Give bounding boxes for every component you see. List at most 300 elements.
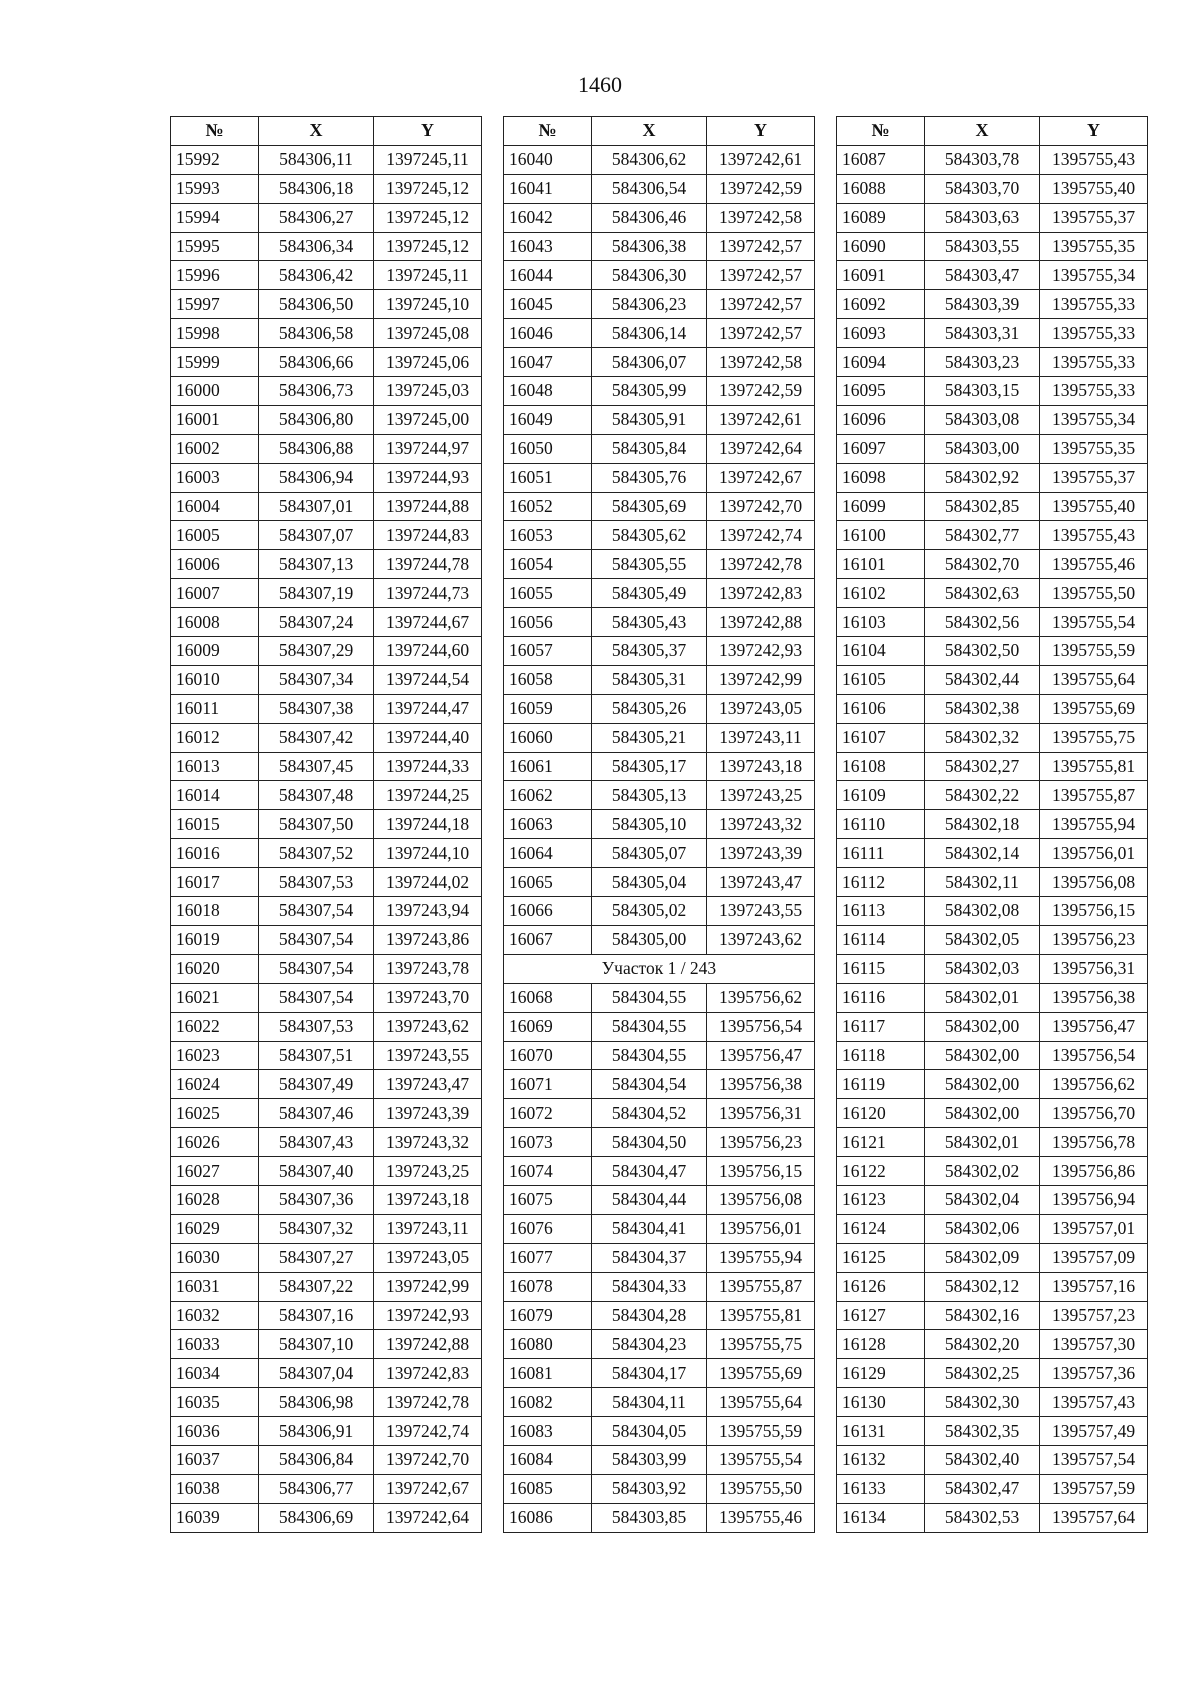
point-number-cell: 15999 [171, 348, 259, 377]
point-number-cell: 16019 [171, 925, 259, 954]
table-row [837, 1214, 1148, 1243]
point-number-cell: 16012 [171, 723, 259, 752]
point-number-cell: 16084 [504, 1445, 592, 1474]
point-number-cell: 16005 [171, 521, 259, 550]
y-coordinate-cell: 1395756,38 [1040, 983, 1148, 1012]
table-row [171, 954, 482, 983]
x-coordinate-cell: 584302,44 [925, 665, 1040, 694]
x-coordinate-cell: 584306,73 [259, 377, 374, 406]
x-coordinate-cell: 584307,50 [259, 810, 374, 839]
y-coordinate-cell: 1395756,54 [1040, 1041, 1148, 1070]
x-coordinate-cell: 584306,07 [592, 348, 707, 377]
x-coordinate-cell: 584303,55 [925, 232, 1040, 261]
table-row [504, 694, 815, 723]
y-coordinate-cell: 1397244,40 [374, 723, 482, 752]
point-number-cell: 16002 [171, 434, 259, 463]
table-row [504, 1243, 815, 1272]
y-coordinate-cell: 1397242,64 [374, 1503, 482, 1532]
point-number-cell: 16043 [504, 232, 592, 261]
y-coordinate-cell: 1397243,62 [707, 925, 815, 954]
y-coordinate-cell: 1395756,94 [1040, 1185, 1148, 1214]
table-row [837, 608, 1148, 637]
point-number-cell: 16113 [837, 897, 925, 926]
y-coordinate-cell: 1395757,01 [1040, 1214, 1148, 1243]
column-header-y: Y [1040, 117, 1148, 146]
table-row [171, 521, 482, 550]
y-coordinate-cell: 1395755,81 [707, 1301, 815, 1330]
point-number-cell: 16007 [171, 579, 259, 608]
x-coordinate-cell: 584306,42 [259, 261, 374, 290]
table-row [504, 1214, 815, 1243]
y-coordinate-cell: 1397243,86 [374, 925, 482, 954]
y-coordinate-cell: 1397243,11 [374, 1214, 482, 1243]
y-coordinate-cell: 1395755,33 [1040, 290, 1148, 319]
point-number-cell: 16128 [837, 1330, 925, 1359]
x-coordinate-cell: 584304,50 [592, 1128, 707, 1157]
x-coordinate-cell: 584306,50 [259, 290, 374, 319]
table-row [171, 203, 482, 232]
x-coordinate-cell: 584306,66 [259, 348, 374, 377]
y-coordinate-cell: 1395756,01 [1040, 839, 1148, 868]
point-number-cell: 16051 [504, 463, 592, 492]
table-row [171, 1503, 482, 1532]
y-coordinate-cell: 1397244,73 [374, 579, 482, 608]
y-coordinate-cell: 1397243,32 [374, 1128, 482, 1157]
table-row [837, 348, 1148, 377]
x-coordinate-cell: 584305,76 [592, 463, 707, 492]
point-number-cell: 16006 [171, 550, 259, 579]
table-row [171, 1157, 482, 1186]
table-row [171, 319, 482, 348]
table-row [837, 1330, 1148, 1359]
y-coordinate-cell: 1395755,43 [1040, 521, 1148, 550]
coordinates-table-middle [503, 116, 815, 1533]
point-number-cell: 16021 [171, 983, 259, 1012]
x-coordinate-cell: 584305,62 [592, 521, 707, 550]
table-row [171, 608, 482, 637]
x-coordinate-cell: 584306,34 [259, 232, 374, 261]
point-number-cell: 16111 [837, 839, 925, 868]
table-row [504, 1070, 815, 1099]
y-coordinate-cell: 1395755,54 [707, 1445, 815, 1474]
y-coordinate-cell: 1397242,67 [707, 463, 815, 492]
point-number-cell: 16065 [504, 868, 592, 897]
table-row [504, 897, 815, 926]
table-row [504, 839, 815, 868]
point-number-cell: 16053 [504, 521, 592, 550]
point-number-cell: 16023 [171, 1041, 259, 1070]
point-number-cell: 16070 [504, 1041, 592, 1070]
table-row [837, 232, 1148, 261]
x-coordinate-cell: 584302,85 [925, 492, 1040, 521]
point-number-cell: 16109 [837, 781, 925, 810]
point-number-cell: 16015 [171, 810, 259, 839]
table-row [504, 752, 815, 781]
x-coordinate-cell: 584304,17 [592, 1359, 707, 1388]
table-row [171, 983, 482, 1012]
table-row [171, 1474, 482, 1503]
column-header-x: X [925, 117, 1040, 146]
point-number-cell: 16076 [504, 1214, 592, 1243]
y-coordinate-cell: 1395755,46 [707, 1503, 815, 1532]
point-number-cell: 16101 [837, 550, 925, 579]
table-row [171, 1330, 482, 1359]
x-coordinate-cell: 584304,44 [592, 1185, 707, 1214]
y-coordinate-cell: 1395755,81 [1040, 752, 1148, 781]
table-row [837, 781, 1148, 810]
table-row [837, 521, 1148, 550]
point-number-cell: 16123 [837, 1185, 925, 1214]
x-coordinate-cell: 584304,54 [592, 1070, 707, 1099]
point-number-cell: 16059 [504, 694, 592, 723]
y-coordinate-cell: 1397242,78 [374, 1388, 482, 1417]
x-coordinate-cell: 584306,88 [259, 434, 374, 463]
table-row [504, 637, 815, 666]
y-coordinate-cell: 1395756,47 [707, 1041, 815, 1070]
table-row [504, 405, 815, 434]
point-number-cell: 16089 [837, 203, 925, 232]
point-number-cell: 16114 [837, 925, 925, 954]
point-number-cell: 16011 [171, 694, 259, 723]
x-coordinate-cell: 584302,06 [925, 1214, 1040, 1243]
table-row [504, 1272, 815, 1301]
x-coordinate-cell: 584307,51 [259, 1041, 374, 1070]
x-coordinate-cell: 584302,00 [925, 1099, 1040, 1128]
point-number-cell: 16066 [504, 897, 592, 926]
table-row [171, 261, 482, 290]
table-row [171, 1359, 482, 1388]
x-coordinate-cell: 584305,31 [592, 665, 707, 694]
y-coordinate-cell: 1397244,47 [374, 694, 482, 723]
table-row [837, 925, 1148, 954]
y-coordinate-cell: 1395757,54 [1040, 1445, 1148, 1474]
point-number-cell: 15995 [171, 232, 259, 261]
x-coordinate-cell: 584304,55 [592, 1012, 707, 1041]
y-coordinate-cell: 1397244,88 [374, 492, 482, 521]
x-coordinate-cell: 584307,36 [259, 1185, 374, 1214]
point-number-cell: 16116 [837, 983, 925, 1012]
x-coordinate-cell: 584302,77 [925, 521, 1040, 550]
y-coordinate-cell: 1397243,18 [374, 1185, 482, 1214]
x-coordinate-cell: 584302,92 [925, 463, 1040, 492]
point-number-cell: 16104 [837, 637, 925, 666]
coordinates-table-right [836, 116, 1148, 1533]
y-coordinate-cell: 1397245,10 [374, 290, 482, 319]
x-coordinate-cell: 584307,46 [259, 1099, 374, 1128]
x-coordinate-cell: 584302,25 [925, 1359, 1040, 1388]
x-coordinate-cell: 584302,14 [925, 839, 1040, 868]
y-coordinate-cell: 1395757,49 [1040, 1417, 1148, 1446]
table-row [504, 1301, 815, 1330]
table-row [837, 203, 1148, 232]
table-row [837, 897, 1148, 926]
y-coordinate-cell: 1395756,62 [1040, 1070, 1148, 1099]
x-coordinate-cell: 584305,49 [592, 579, 707, 608]
table-row [504, 1330, 815, 1359]
table-row [171, 405, 482, 434]
table-row [837, 810, 1148, 839]
x-coordinate-cell: 584306,98 [259, 1388, 374, 1417]
point-number-cell: 16122 [837, 1157, 925, 1186]
x-coordinate-cell: 584307,19 [259, 579, 374, 608]
table-header-row [837, 117, 1148, 146]
y-coordinate-cell: 1397242,64 [707, 434, 815, 463]
y-coordinate-cell: 1397243,47 [707, 868, 815, 897]
point-number-cell: 16117 [837, 1012, 925, 1041]
y-coordinate-cell: 1397242,74 [707, 521, 815, 550]
point-number-cell: 16124 [837, 1214, 925, 1243]
y-coordinate-cell: 1397244,97 [374, 434, 482, 463]
table-row [504, 1185, 815, 1214]
x-coordinate-cell: 584304,55 [592, 1041, 707, 1070]
y-coordinate-cell: 1395756,54 [707, 1012, 815, 1041]
x-coordinate-cell: 584306,77 [259, 1474, 374, 1503]
y-coordinate-cell: 1395755,40 [1040, 174, 1148, 203]
y-coordinate-cell: 1397242,99 [374, 1272, 482, 1301]
table-row [171, 723, 482, 752]
point-number-cell: 16120 [837, 1099, 925, 1128]
table-row [171, 1301, 482, 1330]
y-coordinate-cell: 1397242,57 [707, 261, 815, 290]
x-coordinate-cell: 584305,55 [592, 550, 707, 579]
x-coordinate-cell: 584302,53 [925, 1503, 1040, 1532]
point-number-cell: 16022 [171, 1012, 259, 1041]
x-coordinate-cell: 584307,32 [259, 1214, 374, 1243]
table-row [171, 1070, 482, 1099]
table-row [504, 463, 815, 492]
table-row [171, 781, 482, 810]
y-coordinate-cell: 1397242,57 [707, 290, 815, 319]
x-coordinate-cell: 584306,91 [259, 1417, 374, 1446]
table-row [504, 1445, 815, 1474]
y-coordinate-cell: 1395756,78 [1040, 1128, 1148, 1157]
y-coordinate-cell: 1395755,64 [707, 1388, 815, 1417]
y-coordinate-cell: 1397245,12 [374, 232, 482, 261]
coordinates-table-left [170, 116, 482, 1533]
table-row [504, 550, 815, 579]
table-row [504, 290, 815, 319]
table-row [837, 319, 1148, 348]
y-coordinate-cell: 1397244,10 [374, 839, 482, 868]
table-row [171, 694, 482, 723]
point-number-cell: 16014 [171, 781, 259, 810]
y-coordinate-cell: 1397242,61 [707, 405, 815, 434]
x-coordinate-cell: 584305,43 [592, 608, 707, 637]
y-coordinate-cell: 1395755,34 [1040, 405, 1148, 434]
x-coordinate-cell: 584305,26 [592, 694, 707, 723]
y-coordinate-cell: 1397242,61 [707, 145, 815, 174]
x-coordinate-cell: 584306,80 [259, 405, 374, 434]
table-row [837, 694, 1148, 723]
x-coordinate-cell: 584304,11 [592, 1388, 707, 1417]
y-coordinate-cell: 1395756,23 [1040, 925, 1148, 954]
table-row [837, 579, 1148, 608]
y-coordinate-cell: 1397245,12 [374, 174, 482, 203]
point-number-cell: 16000 [171, 377, 259, 406]
y-coordinate-cell: 1397242,59 [707, 174, 815, 203]
point-number-cell: 16036 [171, 1417, 259, 1446]
y-coordinate-cell: 1395756,31 [707, 1099, 815, 1128]
table-row [504, 868, 815, 897]
point-number-cell: 16125 [837, 1243, 925, 1272]
y-coordinate-cell: 1395756,86 [1040, 1157, 1148, 1186]
table-row [837, 1157, 1148, 1186]
table-row [837, 1185, 1148, 1214]
y-coordinate-cell: 1395757,36 [1040, 1359, 1148, 1388]
x-coordinate-cell: 584303,31 [925, 319, 1040, 348]
y-coordinate-cell: 1395755,33 [1040, 348, 1148, 377]
point-number-cell: 16064 [504, 839, 592, 868]
x-coordinate-cell: 584307,22 [259, 1272, 374, 1301]
y-coordinate-cell: 1397245,06 [374, 348, 482, 377]
point-number-cell: 16085 [504, 1474, 592, 1503]
table-row [837, 954, 1148, 983]
table-row [504, 1012, 815, 1041]
point-number-cell: 16030 [171, 1243, 259, 1272]
x-coordinate-cell: 584303,92 [592, 1474, 707, 1503]
point-number-cell: 16129 [837, 1359, 925, 1388]
y-coordinate-cell: 1397244,67 [374, 608, 482, 637]
y-coordinate-cell: 1395755,35 [1040, 434, 1148, 463]
point-number-cell: 16010 [171, 665, 259, 694]
y-coordinate-cell: 1397242,57 [707, 232, 815, 261]
x-coordinate-cell: 584302,04 [925, 1185, 1040, 1214]
point-number-cell: 16108 [837, 752, 925, 781]
table-row [504, 174, 815, 203]
y-coordinate-cell: 1395757,16 [1040, 1272, 1148, 1301]
table-row [837, 1445, 1148, 1474]
point-number-cell: 16020 [171, 954, 259, 983]
table-row [171, 174, 482, 203]
point-number-cell: 16100 [837, 521, 925, 550]
point-number-cell: 16134 [837, 1503, 925, 1532]
y-coordinate-cell: 1397243,39 [374, 1099, 482, 1128]
table-row [171, 348, 482, 377]
y-coordinate-cell: 1395755,64 [1040, 665, 1148, 694]
point-number-cell: 16001 [171, 405, 259, 434]
point-number-cell: 16069 [504, 1012, 592, 1041]
point-number-cell: 16004 [171, 492, 259, 521]
column-header-x: X [259, 117, 374, 146]
x-coordinate-cell: 584303,85 [592, 1503, 707, 1532]
point-number-cell: 16044 [504, 261, 592, 290]
y-coordinate-cell: 1395756,23 [707, 1128, 815, 1157]
table-row [504, 1128, 815, 1157]
table-row [837, 1070, 1148, 1099]
table-row [504, 1099, 815, 1128]
x-coordinate-cell: 584306,58 [259, 319, 374, 348]
point-number-cell: 16026 [171, 1128, 259, 1157]
table-row [504, 665, 815, 694]
y-coordinate-cell: 1395757,59 [1040, 1474, 1148, 1503]
y-coordinate-cell: 1395755,40 [1040, 492, 1148, 521]
table-row [837, 434, 1148, 463]
y-coordinate-cell: 1395755,59 [1040, 637, 1148, 666]
y-coordinate-cell: 1397243,32 [707, 810, 815, 839]
y-coordinate-cell: 1395755,54 [1040, 608, 1148, 637]
y-coordinate-cell: 1395755,50 [707, 1474, 815, 1503]
table-row [171, 579, 482, 608]
x-coordinate-cell: 584302,40 [925, 1445, 1040, 1474]
y-coordinate-cell: 1397243,70 [374, 983, 482, 1012]
point-number-cell: 15996 [171, 261, 259, 290]
x-coordinate-cell: 584307,54 [259, 897, 374, 926]
table-row [504, 348, 815, 377]
point-number-cell: 16028 [171, 1185, 259, 1214]
table-row [837, 1012, 1148, 1041]
table-row [504, 925, 815, 954]
x-coordinate-cell: 584307,07 [259, 521, 374, 550]
y-coordinate-cell: 1395756,62 [707, 983, 815, 1012]
x-coordinate-cell: 584307,16 [259, 1301, 374, 1330]
y-coordinate-cell: 1397243,11 [707, 723, 815, 752]
table-row [504, 145, 815, 174]
table-row [504, 492, 815, 521]
table-row [837, 1388, 1148, 1417]
table-row [837, 1301, 1148, 1330]
point-number-cell: 16086 [504, 1503, 592, 1532]
y-coordinate-cell: 1397244,93 [374, 463, 482, 492]
point-number-cell: 16115 [837, 954, 925, 983]
point-number-cell: 16061 [504, 752, 592, 781]
table-row [837, 665, 1148, 694]
table-row [837, 405, 1148, 434]
y-coordinate-cell: 1397242,83 [707, 579, 815, 608]
x-coordinate-cell: 584307,34 [259, 665, 374, 694]
point-number-cell: 16133 [837, 1474, 925, 1503]
point-number-cell: 16102 [837, 579, 925, 608]
table-row [171, 752, 482, 781]
table-row [837, 637, 1148, 666]
y-coordinate-cell: 1397243,55 [707, 897, 815, 926]
y-coordinate-cell: 1397243,05 [707, 694, 815, 723]
x-coordinate-cell: 584302,56 [925, 608, 1040, 637]
point-number-cell: 16071 [504, 1070, 592, 1099]
point-number-cell: 16072 [504, 1099, 592, 1128]
y-coordinate-cell: 1395755,59 [707, 1417, 815, 1446]
y-coordinate-cell: 1395755,43 [1040, 145, 1148, 174]
point-number-cell: 16130 [837, 1388, 925, 1417]
point-number-cell: 16090 [837, 232, 925, 261]
y-coordinate-cell: 1395755,50 [1040, 579, 1148, 608]
table-row [171, 463, 482, 492]
x-coordinate-cell: 584307,54 [259, 925, 374, 954]
y-coordinate-cell: 1397245,03 [374, 377, 482, 406]
y-coordinate-cell: 1395756,38 [707, 1070, 815, 1099]
x-coordinate-cell: 584302,47 [925, 1474, 1040, 1503]
point-number-cell: 16057 [504, 637, 592, 666]
table-row [837, 983, 1148, 1012]
table-row [171, 868, 482, 897]
table-row [837, 492, 1148, 521]
point-number-cell: 16027 [171, 1157, 259, 1186]
y-coordinate-cell: 1397243,94 [374, 897, 482, 926]
x-coordinate-cell: 584307,04 [259, 1359, 374, 1388]
x-coordinate-cell: 584307,52 [259, 839, 374, 868]
x-coordinate-cell: 584306,46 [592, 203, 707, 232]
table-row [504, 377, 815, 406]
y-coordinate-cell: 1397243,55 [374, 1041, 482, 1070]
x-coordinate-cell: 584303,39 [925, 290, 1040, 319]
point-number-cell: 16068 [504, 983, 592, 1012]
point-number-cell: 16055 [504, 579, 592, 608]
point-number-cell: 16031 [171, 1272, 259, 1301]
y-coordinate-cell: 1397242,88 [374, 1330, 482, 1359]
point-number-cell: 16060 [504, 723, 592, 752]
y-coordinate-cell: 1397242,78 [707, 550, 815, 579]
table-row [837, 723, 1148, 752]
point-number-cell: 16099 [837, 492, 925, 521]
